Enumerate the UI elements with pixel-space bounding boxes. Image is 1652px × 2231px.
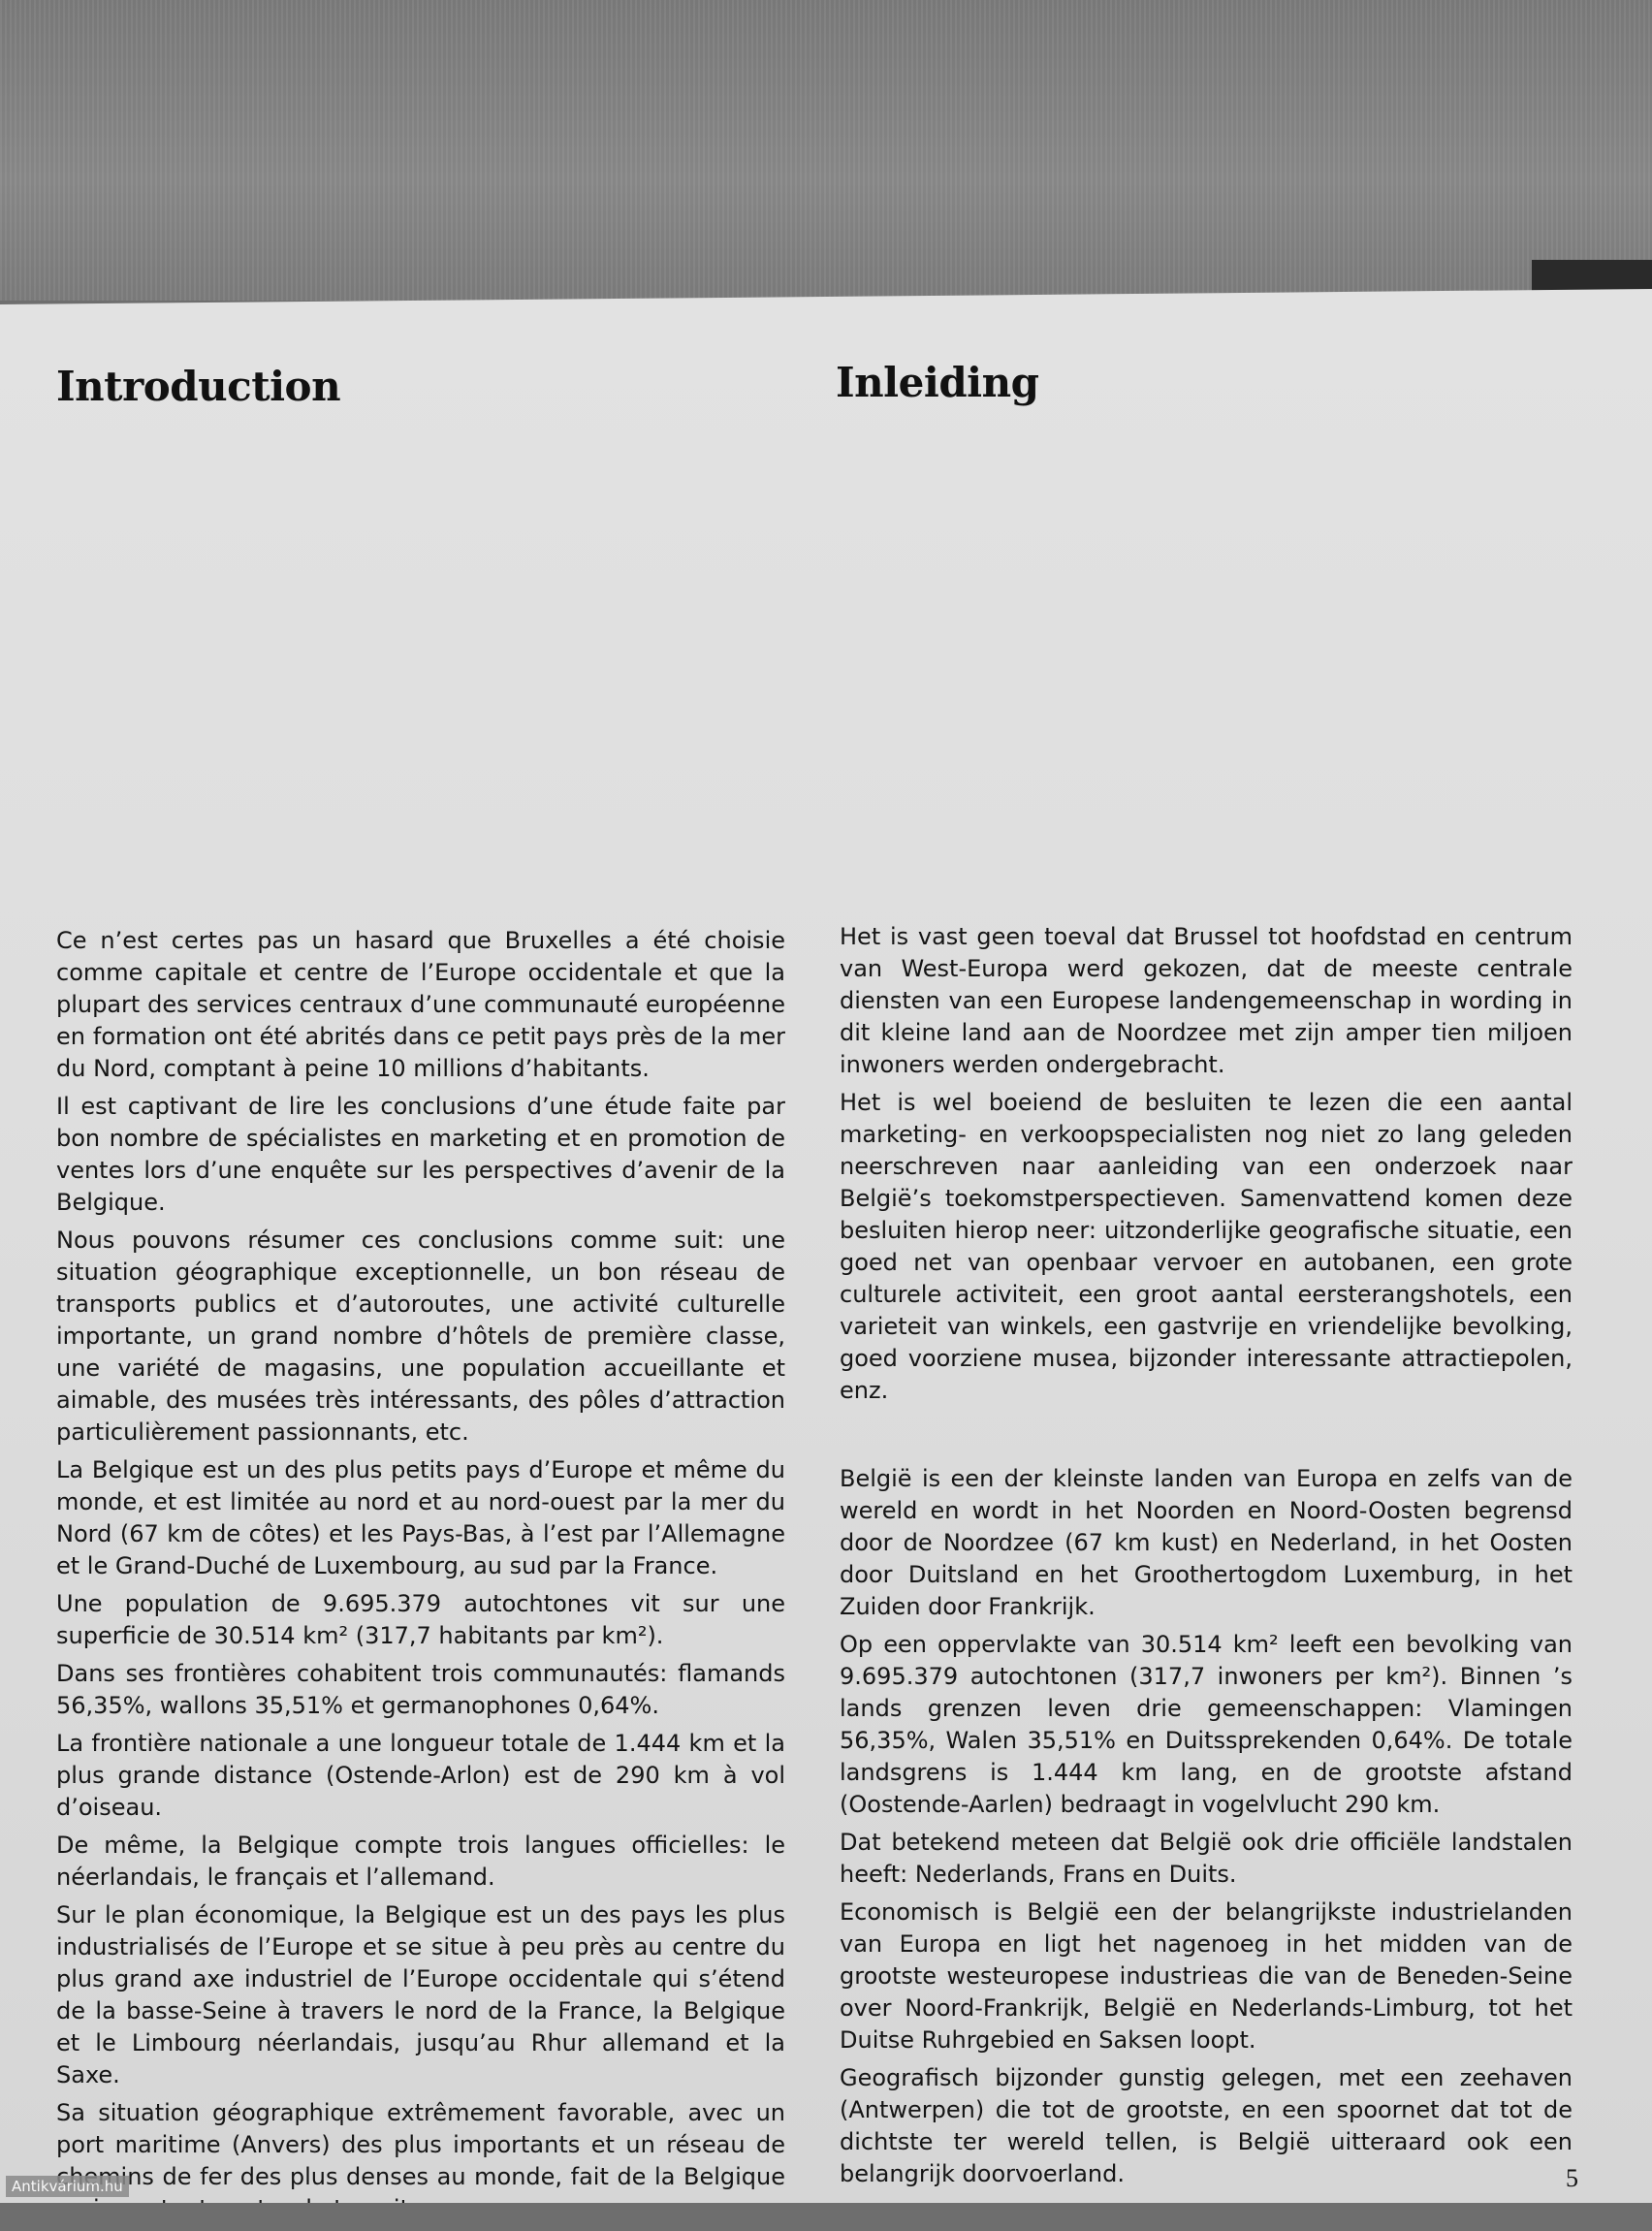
dutch-paragraph: Economisch is België een der belangrijkste industrielanden van Europa en ligt het nagenoeg in het midden van de grootste westeuropese industrieas die van de Beneden-Seine over Noord-Frankrijk, België en Nederlands-Limburg, tot het Duitse Ruhrgebied en Saksen loopt.	[840, 1896, 1573, 2056]
dutch-paragraph: Het is wel boeiend de besluiten te lezen die een aantal marketing- en verkoopspecialisten nog niet zo lang geleden neerschreven naar aanleiding van een onderzoek naar België’s toekomstperspectieven. Samenvattend komen deze besluiten hierop neer: uitzonderlijke geografische situatie, een goed net van openbaar vervoer en autobanen, een grote culturele activiteit, een groot aantal eersterangshotels, een varieteit van winkels, een gastvrije en vriendelijke bevolking, goed voorziene musea, bijzonder interessante attractiepolen, enz.	[840, 1087, 1573, 1407]
background-surface	[0, 0, 1652, 301]
book-page	[0, 289, 1652, 2203]
page-number: 5	[1566, 2164, 1578, 2193]
french-paragraph: De même, la Belgique compte trois langues officielles: le néerlandais, le français et l’allemand.	[56, 1830, 785, 1894]
dutch-paragraph: Geografisch bijzonder gunstig gelegen, met een zeehaven (Antwerpen) die tot de grootste, en een spoornet dat tot de dichtste ter wereld tellen, is België uitteraard ook een belangrijk doorvoerland.	[840, 2062, 1573, 2190]
watermark-label: Antikvárium.hu	[6, 2176, 129, 2197]
french-paragraph: Sa situation géographique extrêmement favorable, avec un port maritime (Anvers) des plus importants et un réseau de chemins de fer des plus denses au monde, fait de la Belgique un important centre de transit.	[56, 2097, 785, 2225]
dutch-paragraph: Het is vast geen toeval dat Brussel tot hoofdstad en centrum van West-Europa werd gekozen, dat de meeste centrale diensten van een Europese landengemeenschap in wording in dit kleine land aan de Noordzee met zijn amper tien miljoen inwoners werden ondergebracht.	[840, 921, 1573, 1081]
french-paragraph: Sur le plan économique, la Belgique est un des pays les plus industrialisés de l’Europe et se situe à peu près au centre du plus grand axe industriel de l’Europe occidentale qui s’étend de la basse-Seine à travers le nord de la France, la Belgique et le Limbourg néerlandais, jusqu’au Rhur allemand et la Saxe.	[56, 1899, 785, 2091]
french-paragraph: Dans ses frontières cohabitent trois communautés: flamands 56,35%, wallons 35,51% et germanophones 0,64%.	[56, 1658, 785, 1722]
french-column	[56, 925, 785, 2231]
french-paragraph: Il est captivant de lire les conclusions d’une étude faite par bon nombre de spécialistes en marketing et en promotion de ventes lors d’une enquête sur les perspectives d’avenir de la Belgique.	[56, 1091, 785, 1219]
book-cover-edge	[1532, 260, 1652, 293]
dutch-title: Inleiding	[836, 359, 1039, 406]
french-paragraph: Nous pouvons résumer ces conclusions comme suit: une situation géographique exceptionnelle, un bon réseau de transports publics et d’autoroutes, une activité culturelle importante, un grand nombre d’hôtels de première classe, une variété de magasins, une population accueillante et aimable, des musées très intéressants, des pôles d’attraction particulièrement passionnants, etc.	[56, 1225, 785, 1449]
dutch-paragraph: Dat betekend meteen dat België ook drie officiële landstalen heeft: Nederlands, Frans en Duits.	[840, 1827, 1573, 1891]
french-paragraph: Ce n’est certes pas un hasard que Bruxelles a été choisie comme capitale et centre de l’Europe occidentale et que la plupart des services centraux d’une communauté européenne en formation ont été abrités dans ce petit pays près de la mer du Nord, comptant à peine 10 millions d’habitants.	[56, 925, 785, 1085]
french-paragraph: La frontière nationale a une longueur totale de 1.444 km et la plus grande distance (Ostende-Arlon) est de 290 km à vol d’oiseau.	[56, 1728, 785, 1824]
dutch-paragraph: België is een der kleinste landen van Europa en zelfs van de wereld en wordt in het Noorden en Noord-Oosten begrensd door de Noordzee (67 km kust) en Nederland, in het Oosten door Duitsland en het Groothertogdom Luxemburg, in het Zuiden door Frankrijk.	[840, 1463, 1573, 1623]
dutch-column	[840, 921, 1573, 2196]
french-paragraph: Une population de 9.695.379 autochtones vit sur une superficie de 30.514 km² (317,7 habitants par km²).	[56, 1588, 785, 1652]
french-paragraph: La Belgique est un des plus petits pays d’Europe et même du monde, et est limitée au nord et au nord-ouest par la mer du Nord (67 km de côtes) et les Pays-Bas, à l’est par l’Allemagne et le Grand-Duché de Luxembourg, au sud par la France.	[56, 1454, 785, 1582]
dutch-paragraph: Op een oppervlakte van 30.514 km² leeft een bevolking van 9.695.379 autochtonen (317,7 inwoners per km²). Binnen ’s lands grenzen leven drie gemeenschappen: Vlamingen 56,35%, Walen 35,51% en Duitssprekenden 0,64%. De totale landsgrens is 1.444 km lang, en de grootste afstand (Oostende-Aarlen) bedraagt in vogelvlucht 290 km.	[840, 1629, 1573, 1821]
french-title: Introduction	[56, 363, 340, 410]
